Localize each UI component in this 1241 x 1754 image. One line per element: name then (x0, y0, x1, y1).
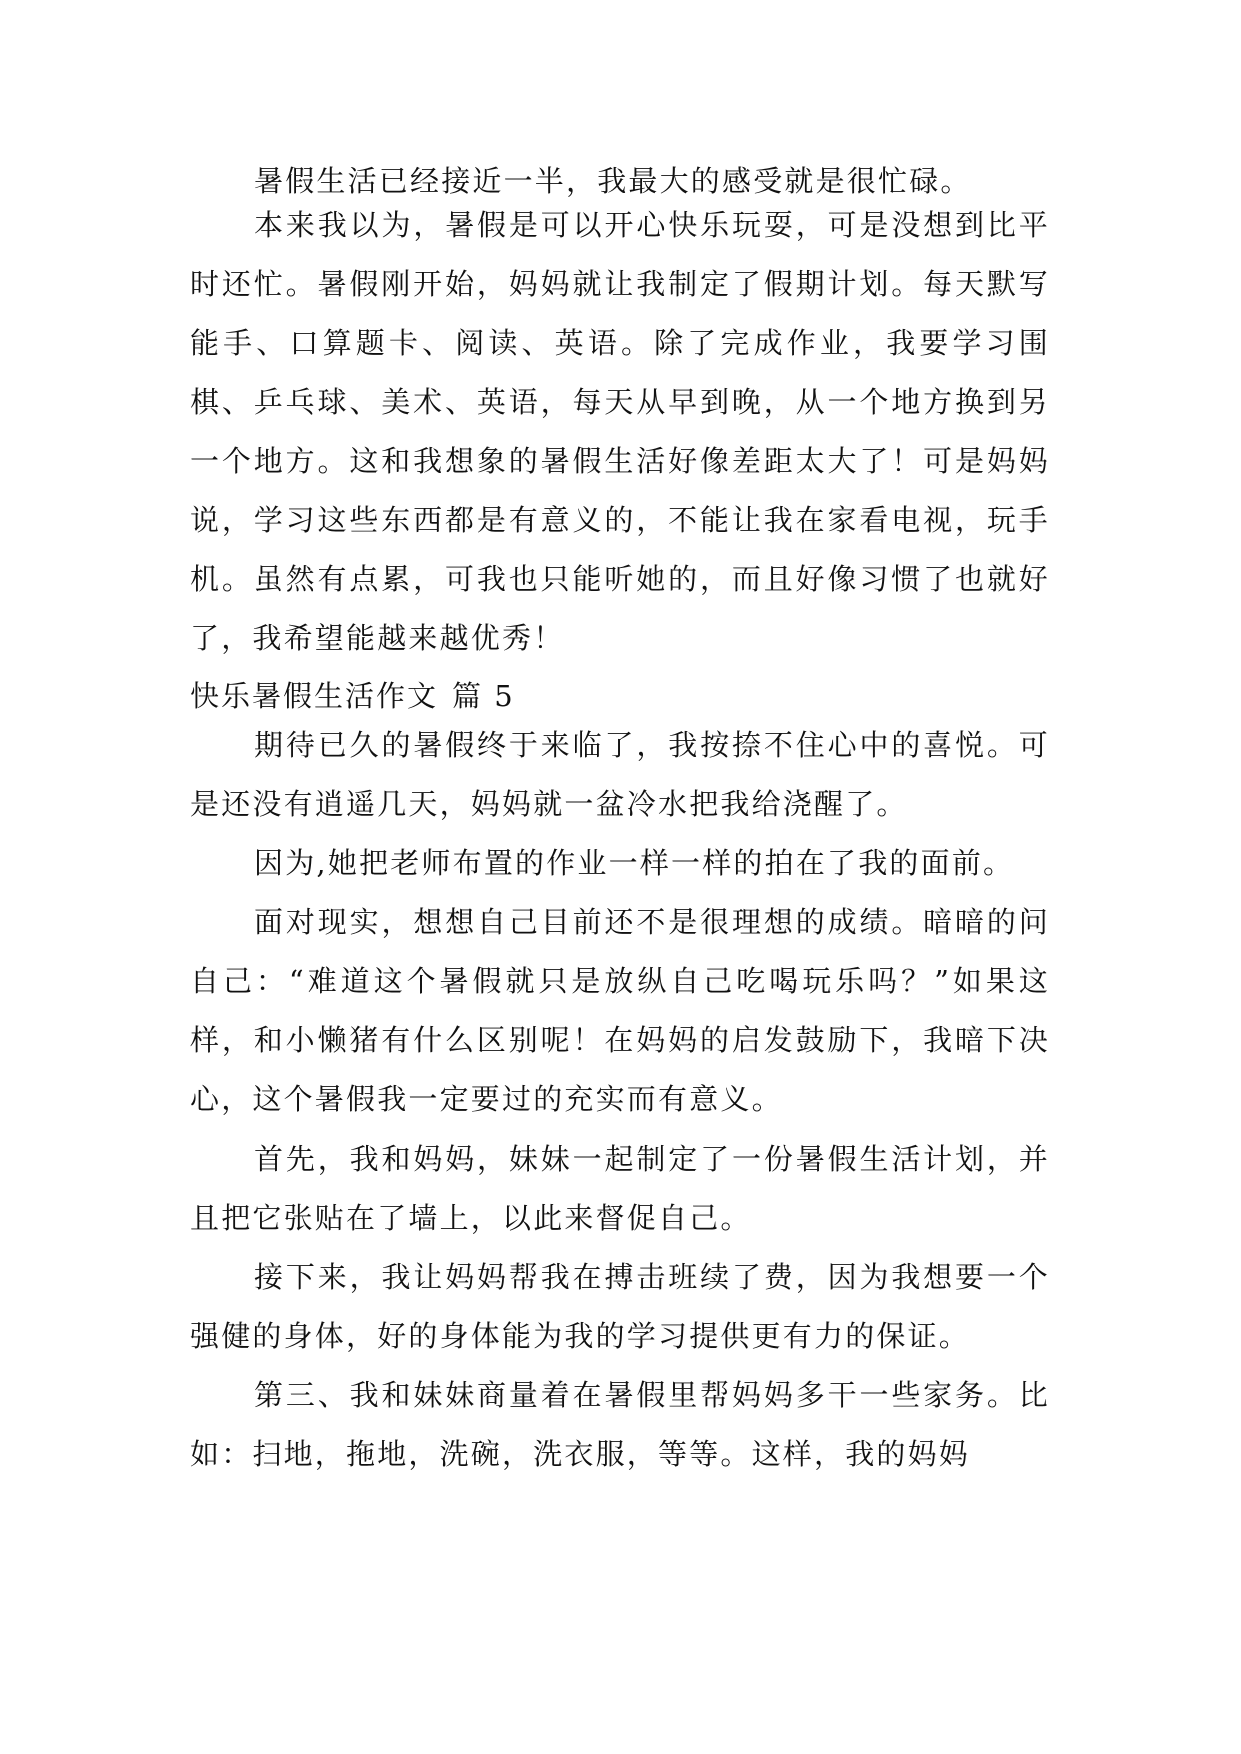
section-number: 篇 5 (452, 679, 515, 713)
paragraph: 面对现实，想想自己目前还不是很理想的成绩。暗暗的问自己：“难道这个暑假就只是放纵自己吃喝玩乐吗？”如果这样，和小懒猪有什么区别呢！在妈妈的启发鼓励下，我暗下决心，这个暑假我一定要过的充实而有意义。 (190, 905, 1050, 1116)
paragraph: 期待已久的暑假终于来临了，我按捺不住心中的喜悦。可是还没有逍遥几天，妈妈就一盆冷水把我给浇醒了。 (190, 728, 1050, 821)
paragraph: 因为,她把老师布置的作业一样一样的拍在了我的面前。 (254, 846, 1015, 880)
paragraph: 接下来，我让妈妈帮我在搏击班续了费，因为我想要一个强健的身体，好的身体能为我的学习提供更有力的保证。 (190, 1260, 1050, 1353)
paragraph: 首先，我和妈妈，妹妹一起制定了一份暑假生活计划，并且把它张贴在了墙上，以此来督促自己。 (190, 1142, 1050, 1235)
paragraph: 暑假生活已经接近一半，我最大的感受就是很忙碌。 (254, 164, 972, 198)
paragraph: 本来我以为，暑假是可以开心快乐玩耍，可是没想到比平时还忙。暑假刚开始，妈妈就让我制定了假期计划。每天默写能手、口算题卡、阅读、英语。除了完成作业，我要学习围棋、乒乓球、美术、英语，每天从早到晚，从一个地方换到另一个地方。这和我想象的暑假生活好像差距太大了！可是妈妈说，学习这些东西都是有意义的，不能让我在家看电视，玩手机。虽然有点累，可我也只能听她的，而且好像习惯了也就好了，我希望能越来越优秀！ (190, 208, 1050, 655)
section-heading (190, 676, 1050, 716)
paragraph: 第三、我和妹妹商量着在暑假里帮妈妈多干一些家务。比如：扫地，拖地，洗碗，洗衣服，等等。这样，我的妈妈 (190, 1378, 1050, 1471)
section-title: 快乐暑假生活作文 (190, 679, 439, 713)
